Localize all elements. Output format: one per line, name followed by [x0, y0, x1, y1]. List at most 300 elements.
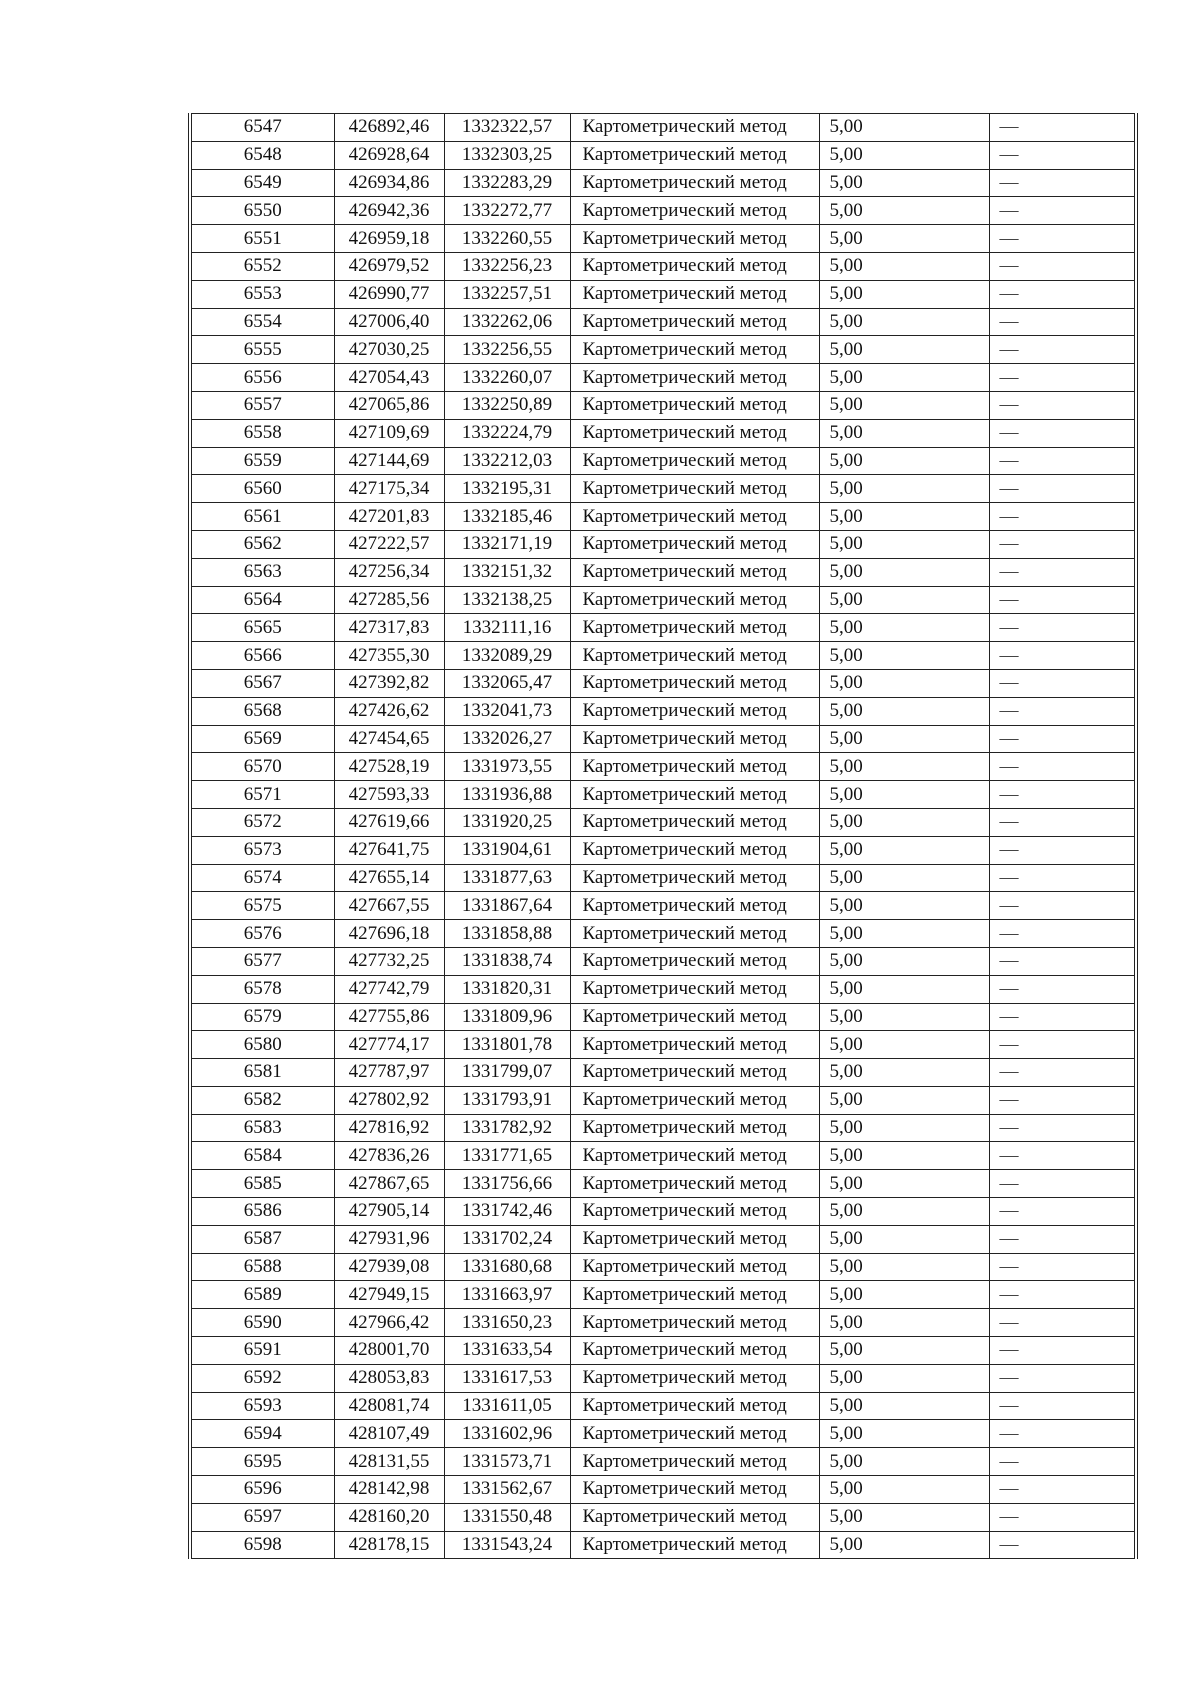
point-number-cell: 6554 — [190, 308, 334, 336]
x-coordinate-cell: 427201,83 — [334, 503, 444, 531]
note-cell: — — [989, 530, 1136, 558]
table-row — [190, 864, 1136, 892]
accuracy-cell: 5,00 — [819, 308, 989, 336]
accuracy-cell: 5,00 — [819, 781, 989, 809]
y-coordinate-cell: 1332195,31 — [444, 475, 570, 503]
note-cell: — — [989, 947, 1136, 975]
point-number-cell: 6564 — [190, 586, 334, 614]
accuracy-cell: 5,00 — [819, 114, 989, 142]
accuracy-cell: 5,00 — [819, 530, 989, 558]
y-coordinate-cell: 1331877,63 — [444, 864, 570, 892]
table-row — [190, 447, 1136, 475]
y-coordinate-cell: 1331756,66 — [444, 1170, 570, 1198]
x-coordinate-cell: 427030,25 — [334, 336, 444, 364]
table-row — [190, 1420, 1136, 1448]
note-cell: — — [989, 1337, 1136, 1365]
table-row — [190, 1476, 1136, 1504]
note-cell: — — [989, 1281, 1136, 1309]
method-cell: Картометрический метод — [570, 1086, 819, 1114]
y-coordinate-cell: 1331633,54 — [444, 1337, 570, 1365]
table-row — [190, 1531, 1136, 1559]
accuracy-cell: 5,00 — [819, 1448, 989, 1476]
y-coordinate-cell: 1331793,91 — [444, 1086, 570, 1114]
method-cell: Картометрический метод — [570, 308, 819, 336]
point-number-cell: 6577 — [190, 947, 334, 975]
point-number-cell: 6585 — [190, 1170, 334, 1198]
y-coordinate-cell: 1332260,55 — [444, 225, 570, 253]
accuracy-cell: 5,00 — [819, 808, 989, 836]
y-coordinate-cell: 1332262,06 — [444, 308, 570, 336]
point-number-cell: 6552 — [190, 252, 334, 280]
method-cell: Картометрический метод — [570, 1003, 819, 1031]
accuracy-cell: 5,00 — [819, 1031, 989, 1059]
table-row — [190, 753, 1136, 781]
table-row — [190, 1170, 1136, 1198]
table-row — [190, 114, 1136, 142]
table-row — [190, 586, 1136, 614]
y-coordinate-cell: 1331782,92 — [444, 1114, 570, 1142]
coordinates-table — [188, 113, 1138, 1559]
y-coordinate-cell: 1331771,65 — [444, 1142, 570, 1170]
x-coordinate-cell: 426959,18 — [334, 225, 444, 253]
point-number-cell: 6596 — [190, 1476, 334, 1504]
method-cell: Картометрический метод — [570, 419, 819, 447]
note-cell: — — [989, 781, 1136, 809]
note-cell: — — [989, 586, 1136, 614]
note-cell: — — [989, 836, 1136, 864]
note-cell: — — [989, 864, 1136, 892]
point-number-cell: 6549 — [190, 169, 334, 197]
y-coordinate-cell: 1332111,16 — [444, 614, 570, 642]
accuracy-cell: 5,00 — [819, 836, 989, 864]
method-cell: Картометрический метод — [570, 1531, 819, 1559]
table-row — [190, 1503, 1136, 1531]
note-cell: — — [989, 725, 1136, 753]
point-number-cell: 6556 — [190, 364, 334, 392]
x-coordinate-cell: 427109,69 — [334, 419, 444, 447]
note-cell: — — [989, 141, 1136, 169]
note-cell: — — [989, 197, 1136, 225]
x-coordinate-cell: 427285,56 — [334, 586, 444, 614]
x-coordinate-cell: 427426,62 — [334, 697, 444, 725]
x-coordinate-cell: 427065,86 — [334, 391, 444, 419]
x-coordinate-cell: 427144,69 — [334, 447, 444, 475]
accuracy-cell: 5,00 — [819, 225, 989, 253]
accuracy-cell: 5,00 — [819, 1281, 989, 1309]
method-cell: Картометрический метод — [570, 920, 819, 948]
y-coordinate-cell: 1331904,61 — [444, 836, 570, 864]
x-coordinate-cell: 428107,49 — [334, 1420, 444, 1448]
method-cell: Картометрический метод — [570, 753, 819, 781]
x-coordinate-cell: 427175,34 — [334, 475, 444, 503]
x-coordinate-cell: 427939,08 — [334, 1253, 444, 1281]
note-cell: — — [989, 1114, 1136, 1142]
x-coordinate-cell: 427905,14 — [334, 1198, 444, 1226]
accuracy-cell: 5,00 — [819, 1114, 989, 1142]
accuracy-cell: 5,00 — [819, 1170, 989, 1198]
point-number-cell: 6597 — [190, 1503, 334, 1531]
point-number-cell: 6574 — [190, 864, 334, 892]
point-number-cell: 6598 — [190, 1531, 334, 1559]
point-number-cell: 6579 — [190, 1003, 334, 1031]
x-coordinate-cell: 428160,20 — [334, 1503, 444, 1531]
note-cell: — — [989, 1392, 1136, 1420]
note-cell: — — [989, 169, 1136, 197]
x-coordinate-cell: 428142,98 — [334, 1476, 444, 1504]
x-coordinate-cell: 427392,82 — [334, 669, 444, 697]
note-cell: — — [989, 1364, 1136, 1392]
accuracy-cell: 5,00 — [819, 1086, 989, 1114]
point-number-cell: 6551 — [190, 225, 334, 253]
accuracy-cell: 5,00 — [819, 1198, 989, 1226]
note-cell: — — [989, 1198, 1136, 1226]
method-cell: Картометрический метод — [570, 586, 819, 614]
accuracy-cell: 5,00 — [819, 1142, 989, 1170]
table-row — [190, 530, 1136, 558]
y-coordinate-cell: 1331920,25 — [444, 808, 570, 836]
method-cell: Картометрический метод — [570, 1448, 819, 1476]
point-number-cell: 6560 — [190, 475, 334, 503]
x-coordinate-cell: 426934,86 — [334, 169, 444, 197]
method-cell: Картометрический метод — [570, 1337, 819, 1365]
x-coordinate-cell: 427931,96 — [334, 1225, 444, 1253]
table-row — [190, 614, 1136, 642]
table-row — [190, 364, 1136, 392]
note-cell: — — [989, 558, 1136, 586]
x-coordinate-cell: 427732,25 — [334, 947, 444, 975]
point-number-cell: 6578 — [190, 975, 334, 1003]
table-row — [190, 1392, 1136, 1420]
accuracy-cell: 5,00 — [819, 892, 989, 920]
method-cell: Картометрический метод — [570, 447, 819, 475]
y-coordinate-cell: 1331602,96 — [444, 1420, 570, 1448]
note-cell: — — [989, 1309, 1136, 1337]
method-cell: Картометрический метод — [570, 475, 819, 503]
method-cell: Картометрический метод — [570, 808, 819, 836]
table-row — [190, 1225, 1136, 1253]
table-row — [190, 1114, 1136, 1142]
note-cell: — — [989, 252, 1136, 280]
note-cell: — — [989, 475, 1136, 503]
x-coordinate-cell: 426990,77 — [334, 280, 444, 308]
accuracy-cell: 5,00 — [819, 586, 989, 614]
method-cell: Картометрический метод — [570, 280, 819, 308]
accuracy-cell: 5,00 — [819, 1531, 989, 1559]
table-row — [190, 1364, 1136, 1392]
accuracy-cell: 5,00 — [819, 364, 989, 392]
y-coordinate-cell: 1331680,68 — [444, 1253, 570, 1281]
x-coordinate-cell: 427667,55 — [334, 892, 444, 920]
table-row — [190, 1253, 1136, 1281]
method-cell: Картометрический метод — [570, 1142, 819, 1170]
accuracy-cell: 5,00 — [819, 1392, 989, 1420]
note-cell: — — [989, 1531, 1136, 1559]
y-coordinate-cell: 1332171,19 — [444, 530, 570, 558]
table-row — [190, 920, 1136, 948]
point-number-cell: 6588 — [190, 1253, 334, 1281]
x-coordinate-cell: 427816,92 — [334, 1114, 444, 1142]
method-cell: Картометрический метод — [570, 169, 819, 197]
point-number-cell: 6548 — [190, 141, 334, 169]
x-coordinate-cell: 427454,65 — [334, 725, 444, 753]
method-cell: Картометрический метод — [570, 225, 819, 253]
table-row — [190, 141, 1136, 169]
table-row — [190, 781, 1136, 809]
table-row — [190, 225, 1136, 253]
y-coordinate-cell: 1331562,67 — [444, 1476, 570, 1504]
note-cell: — — [989, 669, 1136, 697]
note-cell: — — [989, 1420, 1136, 1448]
accuracy-cell: 5,00 — [819, 447, 989, 475]
point-number-cell: 6581 — [190, 1059, 334, 1087]
note-cell: — — [989, 1003, 1136, 1031]
accuracy-cell: 5,00 — [819, 419, 989, 447]
y-coordinate-cell: 1332138,25 — [444, 586, 570, 614]
method-cell: Картометрический метод — [570, 836, 819, 864]
table-row — [190, 169, 1136, 197]
point-number-cell: 6594 — [190, 1420, 334, 1448]
table-row — [190, 558, 1136, 586]
accuracy-cell: 5,00 — [819, 1253, 989, 1281]
x-coordinate-cell: 427317,83 — [334, 614, 444, 642]
table-row — [190, 1448, 1136, 1476]
method-cell: Картометрический метод — [570, 1059, 819, 1087]
y-coordinate-cell: 1331663,97 — [444, 1281, 570, 1309]
y-coordinate-cell: 1332256,23 — [444, 252, 570, 280]
table-row — [190, 503, 1136, 531]
x-coordinate-cell: 427006,40 — [334, 308, 444, 336]
x-coordinate-cell: 426892,46 — [334, 114, 444, 142]
point-number-cell: 6559 — [190, 447, 334, 475]
accuracy-cell: 5,00 — [819, 1309, 989, 1337]
x-coordinate-cell: 427755,86 — [334, 1003, 444, 1031]
table-row — [190, 280, 1136, 308]
point-number-cell: 6563 — [190, 558, 334, 586]
method-cell: Картометрический метод — [570, 1225, 819, 1253]
table-row — [190, 725, 1136, 753]
point-number-cell: 6567 — [190, 669, 334, 697]
point-number-cell: 6587 — [190, 1225, 334, 1253]
note-cell: — — [989, 225, 1136, 253]
method-cell: Картометрический метод — [570, 725, 819, 753]
point-number-cell: 6565 — [190, 614, 334, 642]
point-number-cell: 6550 — [190, 197, 334, 225]
method-cell: Картометрический метод — [570, 1364, 819, 1392]
point-number-cell: 6555 — [190, 336, 334, 364]
x-coordinate-cell: 427696,18 — [334, 920, 444, 948]
note-cell: — — [989, 1503, 1136, 1531]
table-row — [190, 1309, 1136, 1337]
y-coordinate-cell: 1332272,77 — [444, 197, 570, 225]
accuracy-cell: 5,00 — [819, 1225, 989, 1253]
accuracy-cell: 5,00 — [819, 753, 989, 781]
note-cell: — — [989, 419, 1136, 447]
point-number-cell: 6575 — [190, 892, 334, 920]
method-cell: Картометрический метод — [570, 141, 819, 169]
y-coordinate-cell: 1331550,48 — [444, 1503, 570, 1531]
accuracy-cell: 5,00 — [819, 1337, 989, 1365]
x-coordinate-cell: 427528,19 — [334, 753, 444, 781]
accuracy-cell: 5,00 — [819, 642, 989, 670]
x-coordinate-cell: 427222,57 — [334, 530, 444, 558]
method-cell: Картометрический метод — [570, 781, 819, 809]
table-row — [190, 419, 1136, 447]
accuracy-cell: 5,00 — [819, 197, 989, 225]
y-coordinate-cell: 1332065,47 — [444, 669, 570, 697]
accuracy-cell: 5,00 — [819, 1420, 989, 1448]
y-coordinate-cell: 1331867,64 — [444, 892, 570, 920]
note-cell: — — [989, 808, 1136, 836]
point-number-cell: 6561 — [190, 503, 334, 531]
point-number-cell: 6586 — [190, 1198, 334, 1226]
x-coordinate-cell: 427774,17 — [334, 1031, 444, 1059]
note-cell: — — [989, 1086, 1136, 1114]
table-row — [190, 391, 1136, 419]
note-cell: — — [989, 364, 1136, 392]
y-coordinate-cell: 1331858,88 — [444, 920, 570, 948]
x-coordinate-cell: 427355,30 — [334, 642, 444, 670]
method-cell: Картометрический метод — [570, 391, 819, 419]
point-number-cell: 6572 — [190, 808, 334, 836]
point-number-cell: 6570 — [190, 753, 334, 781]
x-coordinate-cell: 427802,92 — [334, 1086, 444, 1114]
y-coordinate-cell: 1331799,07 — [444, 1059, 570, 1087]
y-coordinate-cell: 1331650,23 — [444, 1309, 570, 1337]
x-coordinate-cell: 426979,52 — [334, 252, 444, 280]
method-cell: Картометрический метод — [570, 114, 819, 142]
y-coordinate-cell: 1332283,29 — [444, 169, 570, 197]
accuracy-cell: 5,00 — [819, 558, 989, 586]
x-coordinate-cell: 427655,14 — [334, 864, 444, 892]
method-cell: Картометрический метод — [570, 558, 819, 586]
point-number-cell: 6547 — [190, 114, 334, 142]
table-row — [190, 808, 1136, 836]
note-cell: — — [989, 503, 1136, 531]
method-cell: Картометрический метод — [570, 503, 819, 531]
point-number-cell: 6557 — [190, 391, 334, 419]
y-coordinate-cell: 1331742,46 — [444, 1198, 570, 1226]
note-cell: — — [989, 391, 1136, 419]
method-cell: Картометрический метод — [570, 1503, 819, 1531]
y-coordinate-cell: 1331838,74 — [444, 947, 570, 975]
note-cell: — — [989, 697, 1136, 725]
accuracy-cell: 5,00 — [819, 614, 989, 642]
note-cell: — — [989, 447, 1136, 475]
method-cell: Картометрический метод — [570, 947, 819, 975]
point-number-cell: 6593 — [190, 1392, 334, 1420]
note-cell: — — [989, 1170, 1136, 1198]
y-coordinate-cell: 1331973,55 — [444, 753, 570, 781]
accuracy-cell: 5,00 — [819, 669, 989, 697]
table-row — [190, 1337, 1136, 1365]
accuracy-cell: 5,00 — [819, 1476, 989, 1504]
table-row — [190, 475, 1136, 503]
table-row — [190, 1031, 1136, 1059]
table-row — [190, 252, 1136, 280]
method-cell: Картометрический метод — [570, 364, 819, 392]
method-cell: Картометрический метод — [570, 1281, 819, 1309]
note-cell: — — [989, 1142, 1136, 1170]
y-coordinate-cell: 1331936,88 — [444, 781, 570, 809]
point-number-cell: 6553 — [190, 280, 334, 308]
method-cell: Картометрический метод — [570, 697, 819, 725]
y-coordinate-cell: 1332212,03 — [444, 447, 570, 475]
x-coordinate-cell: 427787,97 — [334, 1059, 444, 1087]
note-cell: — — [989, 753, 1136, 781]
x-coordinate-cell: 427641,75 — [334, 836, 444, 864]
x-coordinate-cell: 427054,43 — [334, 364, 444, 392]
method-cell: Картометрический метод — [570, 252, 819, 280]
x-coordinate-cell: 427836,26 — [334, 1142, 444, 1170]
x-coordinate-cell: 427742,79 — [334, 975, 444, 1003]
table-row — [190, 1198, 1136, 1226]
method-cell: Картометрический метод — [570, 336, 819, 364]
note-cell: — — [989, 1253, 1136, 1281]
note-cell: — — [989, 114, 1136, 142]
point-number-cell: 6568 — [190, 697, 334, 725]
method-cell: Картометрический метод — [570, 669, 819, 697]
y-coordinate-cell: 1332322,57 — [444, 114, 570, 142]
accuracy-cell: 5,00 — [819, 141, 989, 169]
point-number-cell: 6592 — [190, 1364, 334, 1392]
y-coordinate-cell: 1332250,89 — [444, 391, 570, 419]
y-coordinate-cell: 1331573,71 — [444, 1448, 570, 1476]
point-number-cell: 6571 — [190, 781, 334, 809]
accuracy-cell: 5,00 — [819, 975, 989, 1003]
y-coordinate-cell: 1331809,96 — [444, 1003, 570, 1031]
point-number-cell: 6569 — [190, 725, 334, 753]
method-cell: Картометрический метод — [570, 614, 819, 642]
y-coordinate-cell: 1332257,51 — [444, 280, 570, 308]
y-coordinate-cell: 1331543,24 — [444, 1531, 570, 1559]
note-cell: — — [989, 642, 1136, 670]
point-number-cell: 6576 — [190, 920, 334, 948]
x-coordinate-cell: 426942,36 — [334, 197, 444, 225]
point-number-cell: 6589 — [190, 1281, 334, 1309]
table-row — [190, 642, 1136, 670]
note-cell: — — [989, 892, 1136, 920]
point-number-cell: 6595 — [190, 1448, 334, 1476]
note-cell: — — [989, 280, 1136, 308]
note-cell: — — [989, 1476, 1136, 1504]
y-coordinate-cell: 1332224,79 — [444, 419, 570, 447]
point-number-cell: 6562 — [190, 530, 334, 558]
point-number-cell: 6582 — [190, 1086, 334, 1114]
accuracy-cell: 5,00 — [819, 503, 989, 531]
table-row — [190, 1142, 1136, 1170]
table-row — [190, 892, 1136, 920]
note-cell: — — [989, 308, 1136, 336]
accuracy-cell: 5,00 — [819, 697, 989, 725]
table-row — [190, 697, 1136, 725]
method-cell: Картометрический метод — [570, 892, 819, 920]
point-number-cell: 6584 — [190, 1142, 334, 1170]
y-coordinate-cell: 1332041,73 — [444, 697, 570, 725]
table-row — [190, 1281, 1136, 1309]
accuracy-cell: 5,00 — [819, 1503, 989, 1531]
accuracy-cell: 5,00 — [819, 391, 989, 419]
x-coordinate-cell: 427593,33 — [334, 781, 444, 809]
accuracy-cell: 5,00 — [819, 725, 989, 753]
note-cell: — — [989, 975, 1136, 1003]
method-cell: Картометрический метод — [570, 1031, 819, 1059]
x-coordinate-cell: 428001,70 — [334, 1337, 444, 1365]
method-cell: Картометрический метод — [570, 530, 819, 558]
note-cell: — — [989, 1059, 1136, 1087]
method-cell: Картометрический метод — [570, 642, 819, 670]
table-row — [190, 1003, 1136, 1031]
point-number-cell: 6590 — [190, 1309, 334, 1337]
